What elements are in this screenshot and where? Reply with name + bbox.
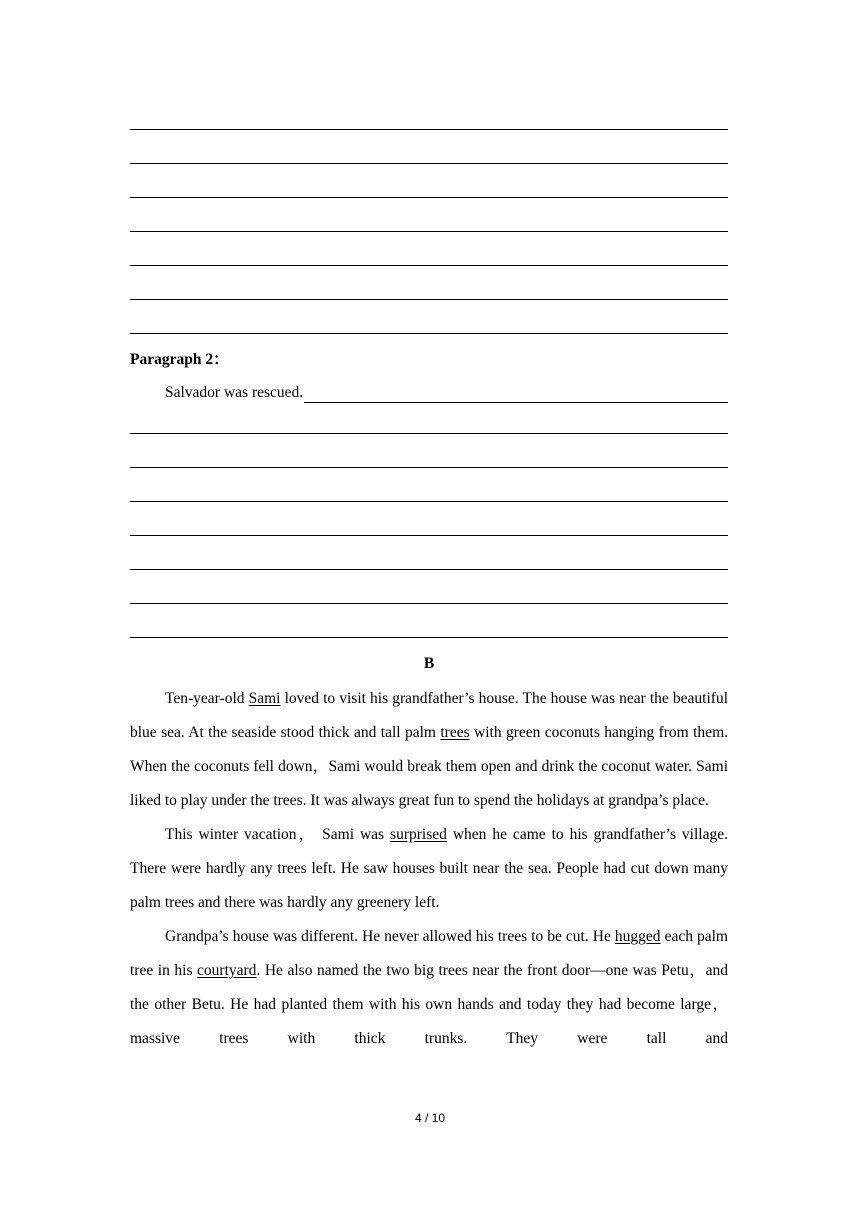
answer-line[interactable] bbox=[130, 129, 728, 130]
page-number: 4 / 10 bbox=[414, 1111, 446, 1125]
underlined-word: surprised bbox=[390, 826, 447, 843]
underlined-word: trees bbox=[440, 724, 470, 741]
answer-line[interactable] bbox=[130, 467, 728, 468]
passage-text: when he came to his grandfather’s village. There were hardly any trees left. He saw houses built near the sea. People had cut down many palm trees and there was hardly any greenery left. bbox=[130, 826, 728, 911]
passage-paragraph bbox=[130, 920, 728, 1056]
answer-line[interactable] bbox=[130, 265, 728, 266]
paragraph-2-heading: Paragraph 2： bbox=[130, 351, 229, 368]
passage-paragraph bbox=[130, 818, 728, 920]
answer-line[interactable] bbox=[130, 603, 728, 604]
answer-line[interactable] bbox=[130, 163, 728, 164]
answer-line[interactable] bbox=[130, 197, 728, 198]
answer-blank[interactable] bbox=[304, 386, 728, 403]
answer-line[interactable] bbox=[130, 299, 728, 300]
opening-sentence: Salvador was rescued. bbox=[165, 384, 304, 401]
passage-text: This winter vacation， Sami was bbox=[165, 826, 391, 843]
underlined-word: hugged bbox=[614, 928, 661, 945]
passage-text: Ten-year-old bbox=[165, 690, 249, 707]
answer-line[interactable] bbox=[130, 333, 728, 334]
passage-text: Grandpa’s house was different. He never allowed his trees to be cut. He bbox=[165, 928, 615, 945]
passage-text: with green coconuts hanging from them. When the coconuts fell down，Sami would break them open and drink the coconut water. Sami liked to play under the trees. It was always great fun to spend the holidays at grandpa’s place. bbox=[130, 724, 728, 809]
passage-text: each palm tree in his bbox=[130, 928, 728, 979]
answer-line[interactable] bbox=[130, 433, 728, 434]
answer-line[interactable] bbox=[130, 231, 728, 232]
passage-paragraph bbox=[130, 682, 728, 818]
section-letter: B bbox=[423, 655, 435, 672]
answer-line[interactable] bbox=[130, 637, 728, 638]
passage-text: . He also named the two big trees near the front door—one was Petu，and the other Betu. He had planted them with his own hands and today they had become large， massive trees with thick trunks. They were tall and bbox=[130, 962, 728, 1047]
paragraph-2-start-line bbox=[165, 383, 728, 403]
answer-line[interactable] bbox=[130, 535, 728, 536]
answer-line[interactable] bbox=[130, 569, 728, 570]
answer-line[interactable] bbox=[130, 501, 728, 502]
reading-passage bbox=[130, 682, 728, 1056]
underlined-word: Sami bbox=[248, 690, 281, 707]
passage-text: loved to visit his grandfather’s house. The house was near the beautiful blue sea. At the seaside stood thick and tall palm bbox=[130, 690, 728, 741]
underlined-word: courtyard bbox=[197, 962, 257, 979]
